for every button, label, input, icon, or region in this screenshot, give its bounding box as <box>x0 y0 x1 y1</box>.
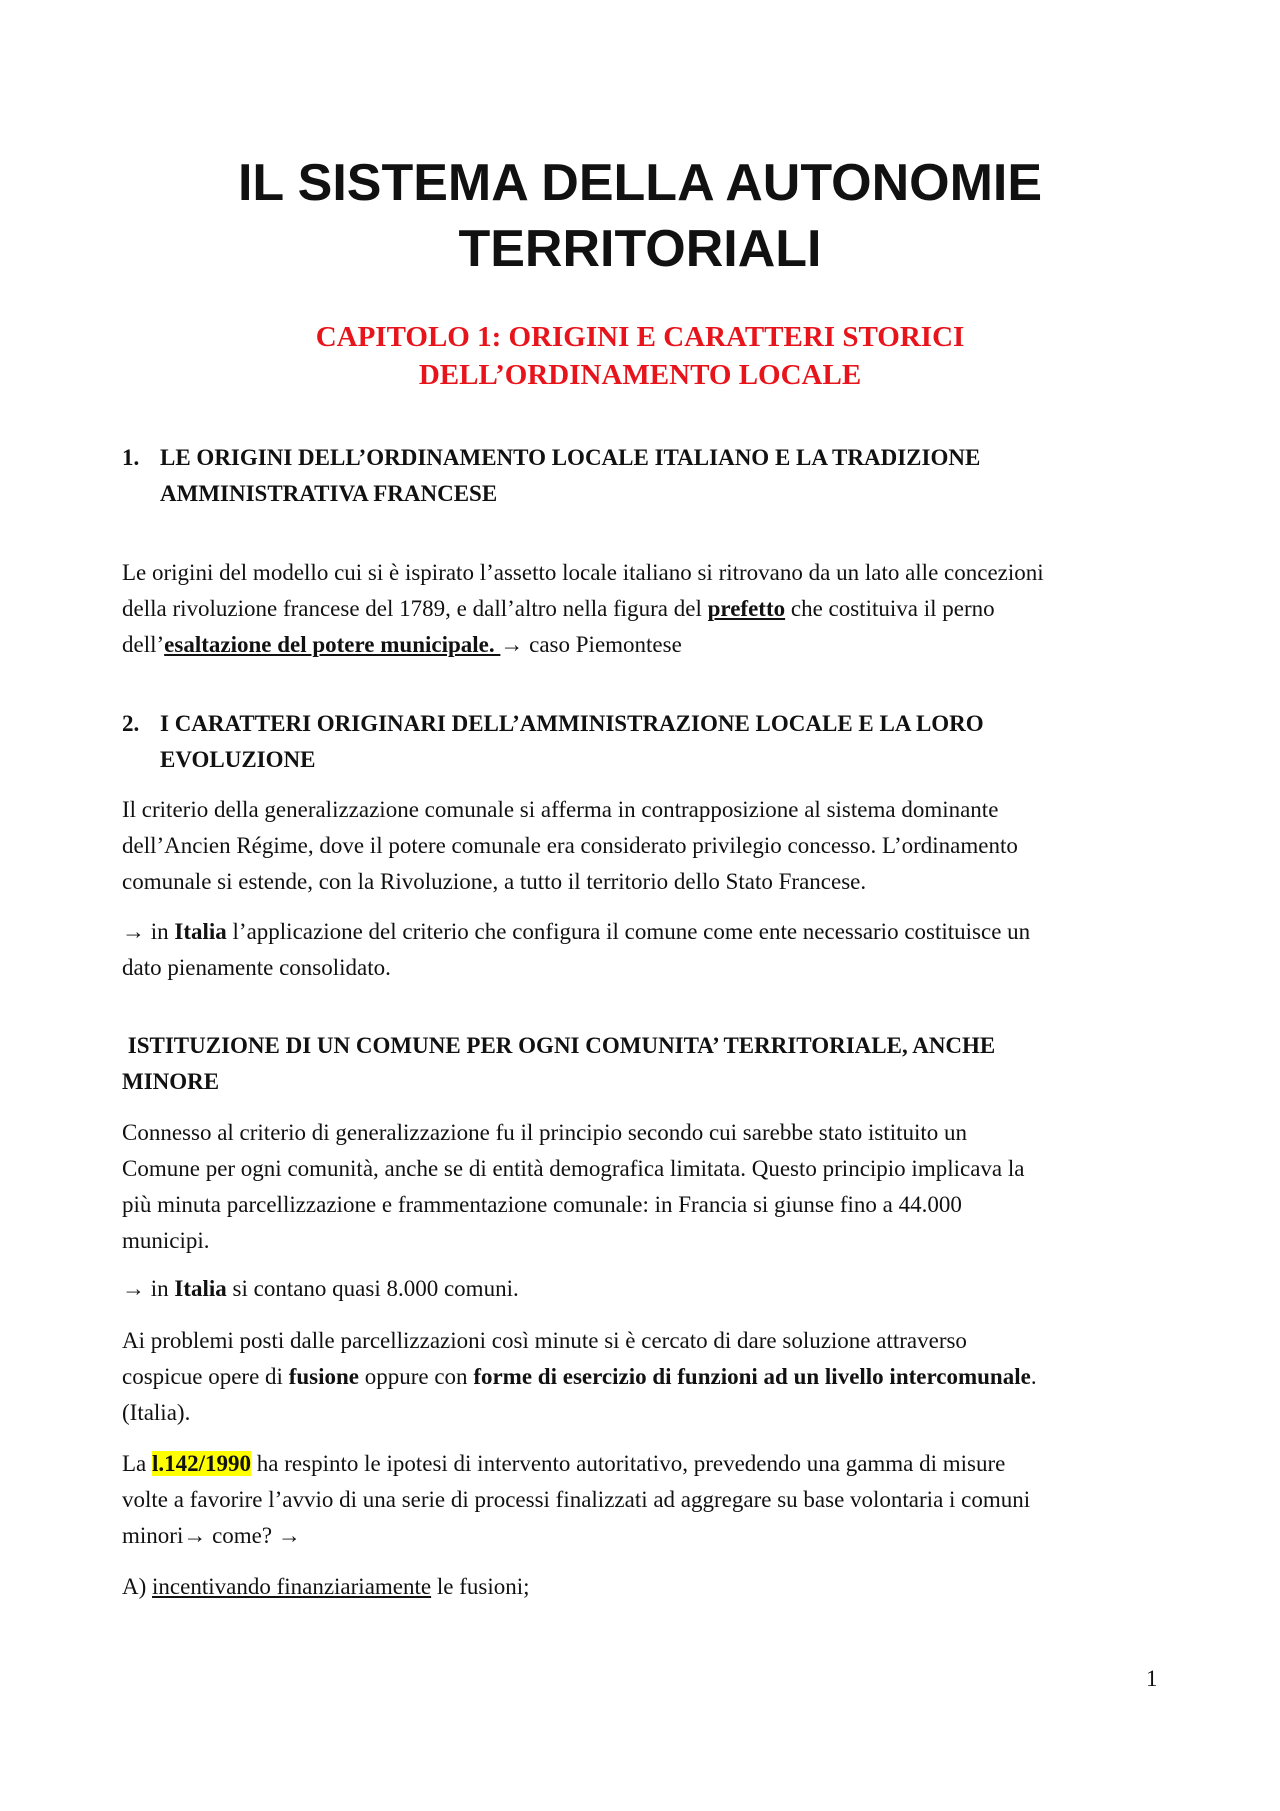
text-line: dell’esaltazione del potere municipale. → caso Piemontese <box>122 632 682 657</box>
page-number: 1 <box>1146 1666 1158 1691</box>
section-1-number: 1. <box>122 445 140 470</box>
text-line: → in Italia l’applicazione del criterio che configura il comune come ente necessario costituisce un <box>122 919 1031 944</box>
section-3-heading-line-2: MINORE <box>122 1069 220 1094</box>
text-line: Il criterio della generalizzazione comunale si afferma in contrapposizione al sistema dominante <box>122 797 999 822</box>
law-reference-highlight: l.142/1990 <box>152 1451 252 1476</box>
section-2-paragraph-1 <box>122 792 1172 900</box>
title-line-2: TERRITORIALI <box>458 220 822 278</box>
section-3-paragraph-5 <box>122 1569 1172 1605</box>
section-1-heading <box>122 440 1122 512</box>
section-2-heading <box>122 706 1122 778</box>
text-line: minori→ come? → <box>122 1523 301 1548</box>
text-line: → in Italia si contano quasi 8.000 comuni. <box>122 1276 519 1301</box>
section-3-heading-line-1: ISTITUZIONE DI UN COMUNE PER OGNI COMUNITA’ TERRITORIALE, ANCHE <box>122 1033 996 1058</box>
text-line: volte a favorire l’avvio di una serie di processi finalizzati ad aggregare su base volontaria i comuni <box>122 1487 1031 1512</box>
section-1-heading-line-2: AMMINISTRATIVA FRANCESE <box>160 481 498 506</box>
section-3-paragraph-1 <box>122 1115 1172 1259</box>
document-title <box>120 150 1160 282</box>
chapter-line-1: CAPITOLO 1: ORIGINI E CARATTERI STORICI <box>315 321 965 353</box>
text-line: Le origini del modello cui si è ispirato l’assetto locale italiano si ritrovano da un lato alle concezioni <box>122 560 1044 585</box>
text-line: (Italia). <box>122 1400 191 1425</box>
section-3-paragraph-2 <box>122 1271 1172 1307</box>
section-2-heading-line-2: EVOLUZIONE <box>160 747 316 772</box>
text-line: più minuta parcellizzazione e frammentazione comunale: in Francia si giunse fino a 44.000 <box>122 1192 962 1217</box>
section-3-paragraph-4 <box>122 1446 1172 1554</box>
section-1-paragraph <box>122 555 1172 663</box>
text-line: della rivoluzione francese del 1789, e dall’altro nella figura del prefetto che costituiva il perno <box>122 596 995 621</box>
text-line: La l.142/1990 ha respinto le ipotesi di intervento autoritativo, prevedendo una gamma di misure <box>122 1451 1006 1476</box>
text-line: Connesso al criterio di generalizzazione fu il principio secondo cui sarebbe stato istituito un <box>122 1120 968 1145</box>
chapter-line-2: DELL’ORDINAMENTO LOCALE <box>418 359 862 391</box>
chapter-heading <box>200 318 1080 394</box>
section-2-number: 2. <box>122 711 140 736</box>
section-3-heading <box>122 1028 1172 1100</box>
text-line: dato pienamente consolidato. <box>122 955 391 980</box>
prefetto-term: prefetto <box>707 596 786 621</box>
text-line: A) incentivando finanziariamente le fusioni; <box>122 1574 530 1599</box>
section-2-paragraph-2 <box>122 914 1172 986</box>
text-line: comunale si estende, con la Rivoluzione, a tutto il territorio dello Stato Francese. <box>122 869 867 894</box>
text-line: Comune per ogni comunità, anche se di entità demografica limitata. Questo principio implicava la <box>122 1156 1025 1181</box>
section-2-heading-line-1: I CARATTERI ORIGINARI DELL’AMMINISTRAZIONE LOCALE E LA LORO <box>160 711 984 736</box>
section-1-heading-line-1: LE ORIGINI DELL’ORDINAMENTO LOCALE ITALIANO E LA TRADIZIONE <box>160 445 981 470</box>
text-line: Ai problemi posti dalle parcellizzazioni così minute si è cercato di dare soluzione attraverso <box>122 1328 967 1353</box>
text-line: municipi. <box>122 1228 210 1253</box>
title-line-1: IL SISTEMA DELLA AUTONOMIE <box>237 154 1043 212</box>
text-line: dell’Ancien Régime, dove il potere comunale era considerato privilegio concesso. L’ordinamento <box>122 833 1018 858</box>
section-3-paragraph-3 <box>122 1323 1172 1431</box>
text-line: cospicue opere di fusione oppure con forme di esercizio di funzioni ad un livello intercomunale. <box>122 1364 1037 1389</box>
esaltazione-term: esaltazione del potere municipale. <box>164 632 501 657</box>
